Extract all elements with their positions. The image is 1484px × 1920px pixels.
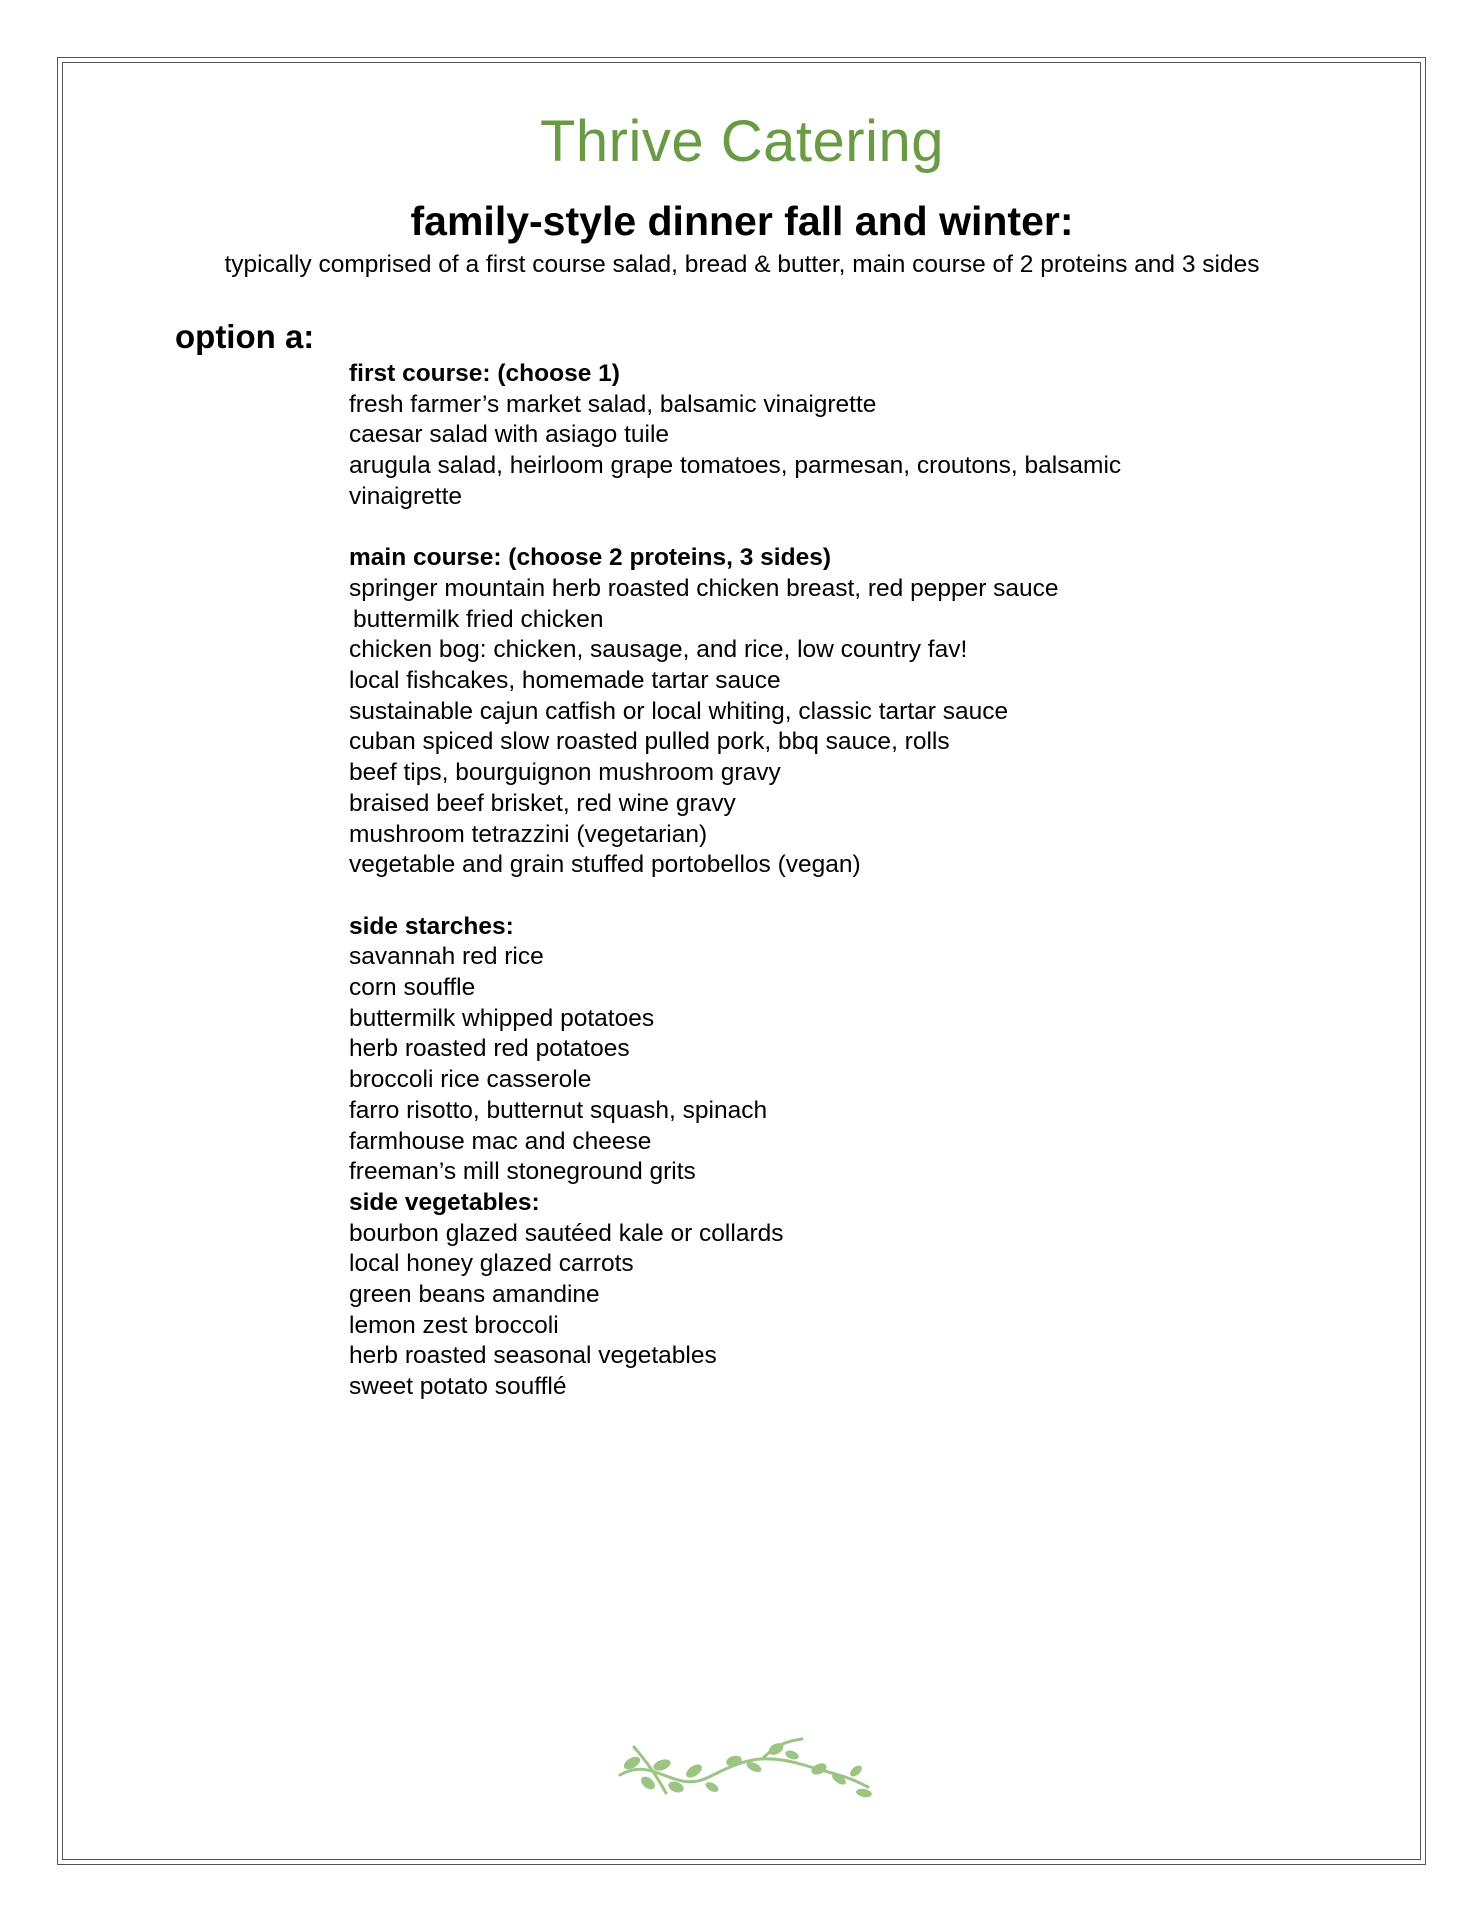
menu-item: savannah red rice [349, 943, 544, 971]
menu-item: bourbon glazed sautéed kale or collards [349, 1219, 784, 1247]
page-title: family-style dinner fall and winter: [410, 198, 1074, 244]
menu-item: arugula salad, heirloom grape tomatoes, parmesan, croutons, balsamic [349, 452, 1122, 480]
menu-item: sustainable cajun catfish or local whiting, classic tartar sauce [349, 697, 1009, 725]
side-vegetables-heading: side vegetables: [349, 1188, 540, 1216]
vine-ornament-icon [614, 1735, 874, 1805]
menu-body [349, 359, 1249, 1403]
menu-item: freeman’s mill stoneground grits [349, 1158, 696, 1186]
option-label: option a: [175, 318, 315, 355]
menu-item: herb roasted seasonal vegetables [349, 1342, 717, 1370]
menu-item: green beans amandine [349, 1281, 600, 1309]
menu-item: mushroom tetrazzini (vegetarian) [349, 820, 708, 848]
menu-item: springer mountain herb roasted chicken breast, red pepper sauce [349, 574, 1059, 602]
menu-item: braised beef brisket, red wine gravy [349, 789, 736, 817]
first-course-heading: first course: (choose 1) [349, 360, 620, 387]
side-starches-heading: side starches: [349, 912, 514, 940]
menu-item: herb roasted red potatoes [349, 1035, 630, 1063]
menu-item: buttermilk fried chicken [353, 605, 604, 633]
menu-item: caesar salad with asiago tuile [349, 421, 670, 449]
menu-item: broccoli rice casserole [349, 1066, 592, 1094]
menu-item: fresh farmer’s market salad, balsamic vinaigrette [349, 390, 877, 418]
section-spacer [349, 881, 1249, 912]
brand-logo: Thrive Catering [540, 109, 944, 174]
menu-item: beef tips, bourguignon mushroom gravy [349, 759, 781, 787]
menu-item: cuban spiced slow roasted pulled pork, bbq sauce, rolls [349, 728, 950, 756]
menu-item: sweet potato soufflé [349, 1373, 567, 1401]
section-spacer [349, 513, 1249, 544]
menu-item: local honey glazed carrots [349, 1250, 634, 1278]
menu-item: farro risotto, butternut squash, spinach [349, 1096, 768, 1124]
menu-item: corn souffle [349, 974, 476, 1002]
menu-item: local fishcakes, homemade tartar sauce [349, 667, 781, 695]
page-subtitle: typically comprised of a first course salad, bread & butter, main course of 2 proteins and 3 sides [224, 251, 1260, 278]
menu-item: farmhouse mac and cheese [349, 1127, 652, 1155]
menu-item: vinaigrette [349, 482, 463, 510]
main-course-heading: main course: (choose 2 proteins, 3 sides) [349, 544, 831, 572]
menu-item: chicken bog: chicken, sausage, and rice, low country fav! [349, 636, 968, 664]
menu-item: buttermilk whipped potatoes [349, 1004, 655, 1032]
menu-item: vegetable and grain stuffed portobellos (vegan) [349, 851, 861, 879]
menu-item: lemon zest broccoli [349, 1311, 559, 1339]
